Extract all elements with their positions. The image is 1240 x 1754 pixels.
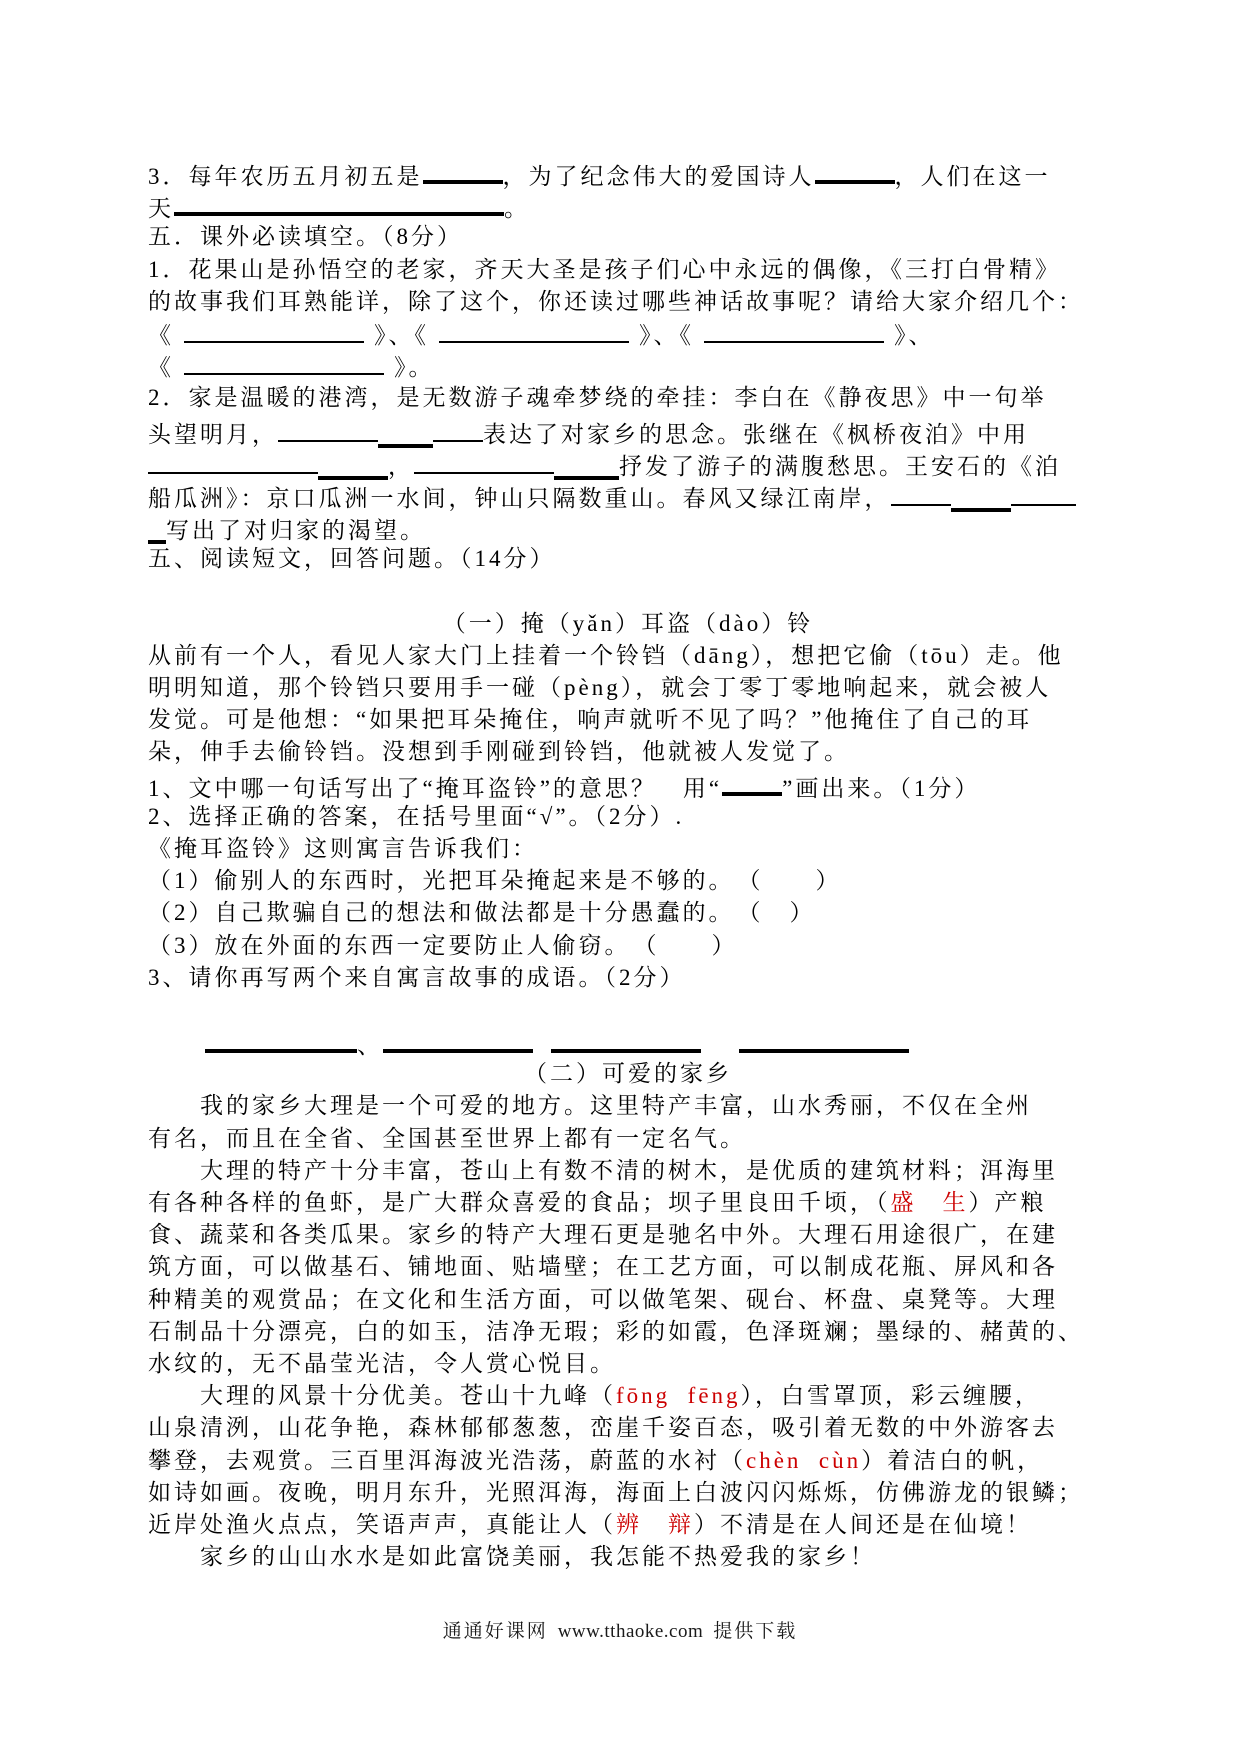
spacer (629, 342, 639, 343)
text-segment: 有各种各样的鱼虾，是广大群众喜爱的食品；坝子里良田千顷，（ (148, 1190, 891, 1215)
text-segment: 水纹的，无不晶莹光洁，令人赏心悦目。 (148, 1350, 616, 1376)
text-segment: 。 (504, 196, 530, 222)
fill-in-blank (722, 769, 782, 796)
fill-in-blank (704, 318, 884, 343)
passage-2-line-7 (148, 1284, 1108, 1316)
passage-1-q1 (148, 769, 1108, 801)
text-segment: 五、阅读短文，回答问题。（14分） (148, 546, 556, 572)
text-segment: 2．家是温暖的港湾，是无数游子魂牵梦绕的牵挂：李白在《静夜思》中一句举 (148, 385, 1047, 411)
document-body (148, 157, 1108, 1573)
text-segment: （1）偷别人的东西时，光把耳朵掩起来是不够的。 （ ） (148, 868, 842, 894)
text-segment: 食、蔬菜和各类瓜果。家乡的特产大理石更是驰名中外。大理石用途很广，在建 (148, 1222, 1058, 1248)
text-segment: 天 (148, 196, 174, 222)
passage-1-q3 (148, 962, 1108, 994)
text-segment: ），白雪罩顶，彩云缠腰， (740, 1383, 1042, 1409)
text-segment: 石制品十分漂亮，白的如玉，洁净无瑕；彩的如霞，色泽斑斓；墨绿的、赭黄的、 (148, 1318, 1084, 1344)
fill-in-blank (278, 417, 378, 442)
fill-in-blank (148, 517, 166, 544)
passage-2-line-13 (148, 1477, 1108, 1509)
fill-in-blank (1011, 481, 1076, 506)
fill-in-blank (433, 417, 483, 442)
spacer (384, 374, 394, 375)
answer-blanks-row (148, 1026, 1108, 1058)
fill-in-blank (423, 157, 503, 184)
text-segment: 》。 (394, 355, 435, 381)
text-segment: 家乡的山山水水是如此富饶美丽，我怎能不热爱我的家乡！ (148, 1544, 876, 1570)
text-segment: 山泉清洌，山花争艳，森林郁郁葱葱，峦崖千姿百态，吸引着无数的中外游客去 (148, 1415, 1058, 1441)
text-segment: （3）放在外面的东西一定要防止人偷窃。 （ ） (148, 932, 738, 958)
footer (0, 1616, 1240, 1648)
fill-in-blank (383, 1026, 533, 1053)
fill-in-blank (148, 449, 318, 474)
fill-in-blank (551, 1026, 701, 1053)
q1-blanks-row-1 (148, 318, 1108, 350)
passage-2-line-12 (148, 1445, 1108, 1477)
text-segment: （2）自己欺骗自己的想法和做法都是十分愚蠢的。 （ ） (148, 900, 816, 926)
spacer (701, 1052, 739, 1053)
passage-1-line-2 (148, 672, 1108, 704)
text-segment: 1、文中哪一句话写出了“掩耳盗铃”的意思？ 用“ (148, 775, 723, 801)
red-annotation-text: 盛 生 (890, 1190, 969, 1215)
section-reading-heading (148, 543, 1108, 575)
text-segment: 写出了对归家的渴望。 (166, 518, 426, 544)
section-5-heading (148, 221, 1108, 253)
passage-2-line-5 (148, 1219, 1108, 1251)
text-segment: 明明知道，那个铃铛只要用手一碰（pèng），就会丁零丁零地响起来，就会被人 (148, 675, 1052, 700)
text-segment: ，为了纪念伟大的爱国诗人 (502, 164, 815, 189)
q1-line-2 (148, 286, 1108, 318)
q2-line-2 (148, 415, 1108, 447)
passage-2-line-4 (148, 1187, 1108, 1219)
passage-1-title (148, 608, 1108, 640)
fill-in-blank (378, 421, 433, 448)
text-segment: 2、选择正确的答案，在括号里面“√”。（2分）. (148, 803, 685, 829)
passage-2-line-9 (148, 1348, 1108, 1380)
passage-2-line-10 (148, 1380, 1108, 1412)
passage-2-title (148, 1058, 1108, 1090)
footer-site-name: 通通好课网 (442, 1621, 548, 1642)
text-segment: 大理的特产十分丰富，苍山上有数不清的树木，是优质的建筑材料；洱海里 (148, 1157, 1058, 1183)
fill-in-blank (184, 350, 384, 375)
spacer (148, 1052, 205, 1053)
text-segment: 《掩耳盗铃》这则寓言告诉我们： (148, 835, 538, 861)
text-segment: 1．花果山是孙悟空的老家，齐天大圣是孩子们心中永远的偶像，《三打白骨精》 (148, 256, 1061, 282)
text-segment: 《 (148, 355, 174, 381)
fill-in-blank (414, 449, 554, 474)
passage-2-line-15 (148, 1541, 1108, 1573)
text-segment: 的故事我们耳熟能详，除了这个，你还读过哪些神话故事呢？请给大家介绍几个： (148, 288, 1084, 314)
text-segment: ，人们在这一 (894, 164, 1051, 189)
text-segment: ）不清是在人间还是在仙境！ (694, 1511, 1032, 1537)
text-segment: 抒发了游子的满腹愁思。王安石的《泊 (619, 453, 1061, 479)
passage-2-line-3 (148, 1155, 1108, 1187)
text-segment: 五．课外必读填空。（8分） (148, 224, 463, 250)
q1-blanks-row-2 (148, 350, 1108, 382)
q2-line-1 (148, 382, 1108, 414)
passage-1-line-3 (148, 704, 1108, 736)
footer-url: www.tthaoke.com (557, 1621, 704, 1642)
text-segment: 如诗如画。夜晚，明月东升，光照洱海，海面上白波闪闪烁烁，仿佛游龙的银鳞； (148, 1479, 1084, 1505)
q2-line-3 (148, 447, 1108, 479)
text-segment: 朵，伸手去偷铃铛。没想到手刚碰到铃铛，他就被人发觉了。 (148, 739, 850, 765)
q2-line-5 (148, 511, 1108, 543)
passage-1-q2 (148, 801, 1108, 833)
text-segment: 头望明月， (148, 421, 278, 447)
text-segment: 船瓜洲》：京口瓜洲一水间，钟山只隔数重山。春风又绿江南岸， (148, 485, 891, 511)
passage-1-line-1 (148, 640, 1108, 672)
text-segment: 筑方面，可以做基石、铺地面、贴墙壁；在工艺方面，可以制成花瓶、屏风和各 (148, 1254, 1058, 1280)
passage-2-line-1 (148, 1090, 1108, 1122)
blank-line (148, 994, 1108, 1026)
red-annotation-text: fōng fēng (616, 1383, 741, 1409)
text-segment: 大理的风景十分优美。苍山十九峰（ (148, 1383, 616, 1409)
text-segment: 种精美的观赏品；在文化和生活方面，可以做笔架、砚台、杯盘、桌凳等。大理 (148, 1286, 1058, 1312)
text-segment: 近岸处渔火点点，笑语声声，真能让人（ (148, 1511, 616, 1537)
passage-2-line-6 (148, 1251, 1108, 1283)
text-segment: 攀登，去观赏。三百里洱海波光浩荡，蔚蓝的水衬（ (148, 1447, 746, 1473)
spacer (174, 342, 184, 343)
text-segment: 我的家乡大理是一个可爱的地方。这里特产丰富，山水秀丽，不仅在全州 (148, 1093, 1032, 1119)
passage-2-line-14 (148, 1509, 1108, 1541)
text-segment: ， (388, 453, 414, 479)
passage-2-line-11 (148, 1412, 1108, 1444)
q2-line-4 (148, 479, 1108, 511)
text-segment: 》、 (894, 322, 935, 348)
text-segment: （二）可爱的家乡 (524, 1061, 732, 1087)
passage-1-q2-option-3 (148, 930, 1108, 962)
fill-in-blank (739, 1026, 909, 1053)
text-segment: 从前有一个人，看见人家大门上挂着一个铃铛（dāng），想把它偷（tōu）走。他 (148, 642, 1064, 668)
spacer (884, 342, 894, 343)
red-annotation-text: 辨 辩 (616, 1511, 694, 1537)
passage-1-q2-intro (148, 833, 1108, 865)
spacer (174, 374, 184, 375)
text-segment: 有名，而且在全省、全国甚至世界上都有一定名气。 (148, 1125, 746, 1151)
fill-in-blank (891, 481, 951, 506)
text-segment: 表达了对家乡的思念。张继在《枫桥夜泊》中用 (483, 421, 1029, 447)
red-annotation-text: chèn cùn (746, 1447, 862, 1473)
text-segment: 3、请你再写两个来自寓言故事的成语。（2分） (148, 964, 686, 990)
fill-in-blank (815, 157, 895, 184)
fill-in-blank (554, 453, 619, 480)
blank-line (148, 575, 1108, 607)
footer-download-label: 提供下载 (713, 1621, 798, 1642)
fill-in-blank (951, 485, 1011, 512)
passage-1-line-4 (148, 736, 1108, 768)
fill-in-blank (205, 1026, 357, 1053)
passage-1-q2-option-1 (148, 865, 1108, 897)
text-segment: 》、《 (639, 322, 694, 348)
q1-line-1 (148, 254, 1108, 286)
text-segment: 、 (357, 1033, 383, 1059)
text-segment: ）着洁白的帆， (861, 1447, 1044, 1473)
text-segment: 3．每年农历五月初五是 (148, 164, 423, 189)
spacer (364, 342, 374, 343)
passage-2-line-8 (148, 1316, 1108, 1348)
fill-in-blank (318, 453, 388, 480)
spacer (533, 1052, 551, 1053)
text-segment: 《 (148, 322, 174, 348)
fill-in-blank (184, 318, 364, 343)
text-segment: 》、《 (374, 322, 429, 348)
spacer (429, 342, 439, 343)
passage-1-q2-option-2 (148, 897, 1108, 929)
text-segment: （一）掩（yǎn）耳盗（dào）铃 (442, 610, 814, 636)
fill-in-blank (439, 318, 629, 343)
text-segment: ”画出来。（1分） (782, 775, 981, 801)
text-segment: 发觉。可是他想：“如果把耳朵掩住，响声就听不见了吗？”他掩住了自己的耳 (148, 707, 1033, 733)
q3-line-2 (148, 189, 1108, 221)
text-segment: ）产粮 (968, 1190, 1047, 1215)
fill-in-blank (174, 189, 504, 216)
spacer (694, 342, 704, 343)
q3-line-1 (148, 157, 1108, 189)
passage-2-line-2 (148, 1123, 1108, 1155)
